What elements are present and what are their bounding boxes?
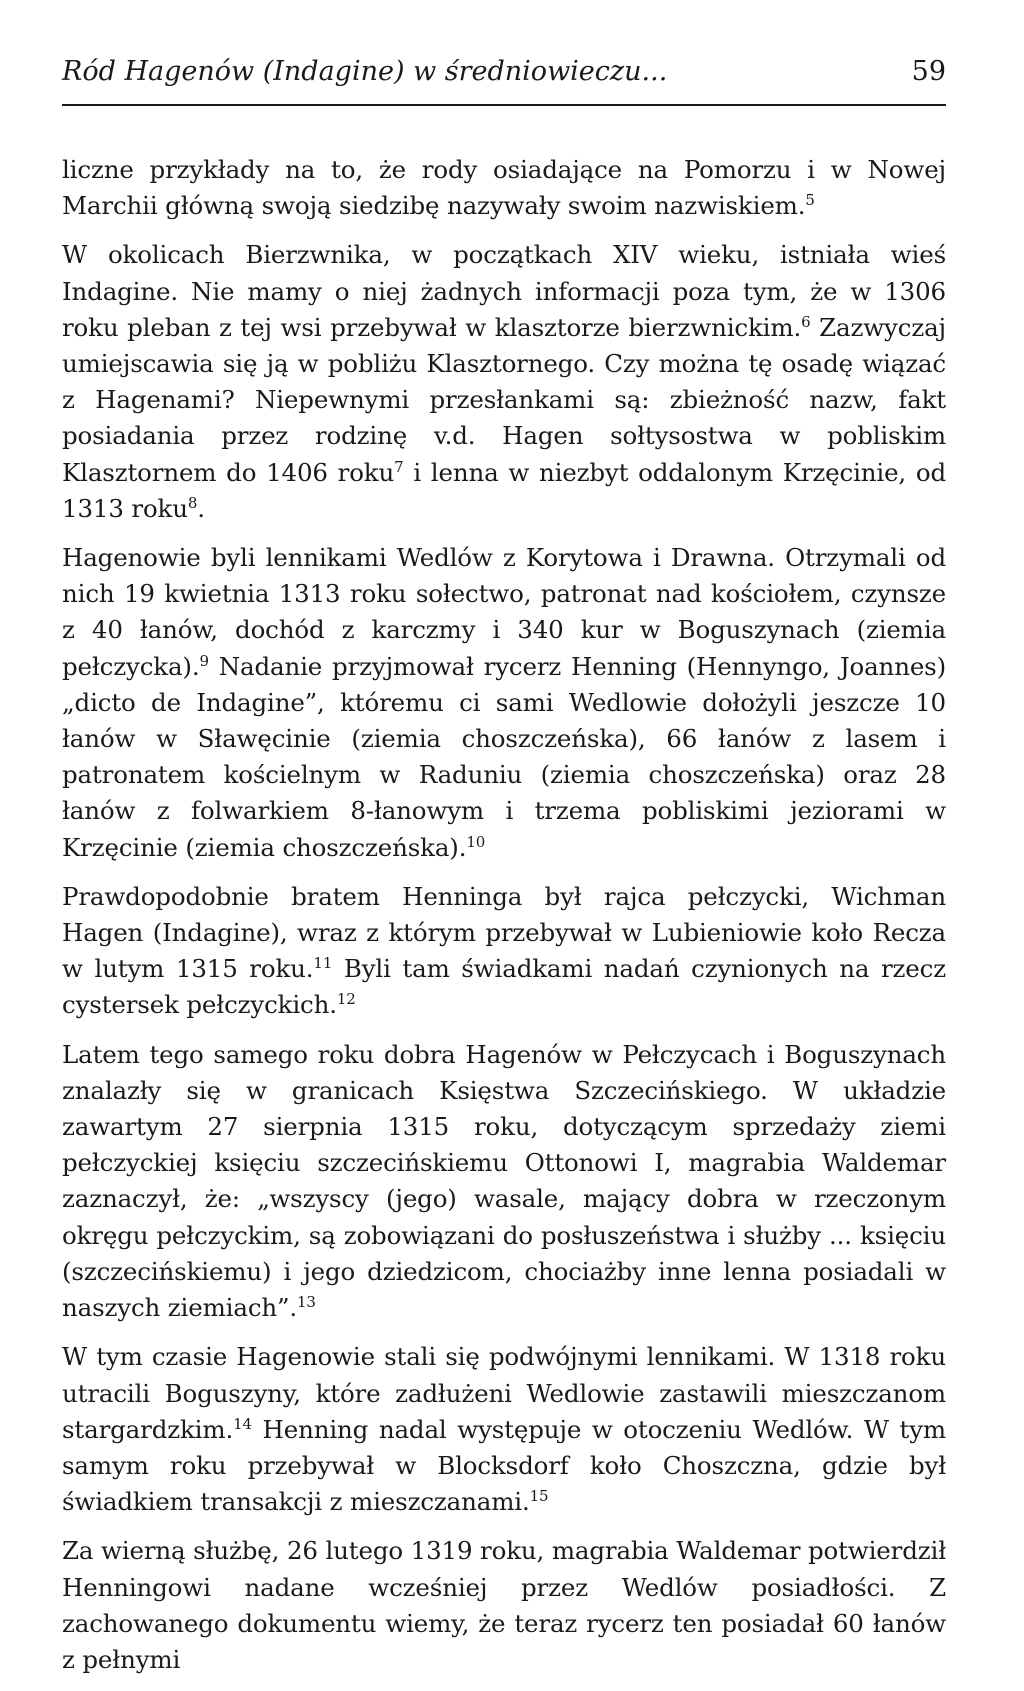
paragraph xyxy=(62,1533,946,1678)
text-segment: Nadanie przyjmował rycerz Henning (Hennyngo, Joannes) „dicto de Indagine”, któremu ci sami Wedlowie dołożyli jeszcze 10 łanów w Sławęcinie (ziemia choszczeńska), 66 łanów z lasem i patronatem kościelnym w Raduniu (ziemia choszczeńska) oraz 28 łanów z folwarkiem 8-łanowym i trzema pobliskimi jeziorami w Krzęcinie (ziemia choszczeńska). xyxy=(62,651,946,862)
paragraph xyxy=(62,879,946,1024)
text-segment: Latem tego samego roku dobra Hagenów w Pełczycach i Boguszynach znalazły się w granicach Księstwa Szczecińskiego. W układzie zawartym 27 sierpnia 1315 roku, dotyczącym sprzedaży ziemi pełczyckiej księciu szczecińskiemu Ottonowi I, magrabia Waldemar zaznaczył, że: „wszyscy (jego) wasale, mający dobra w rzeczonym okręgu pełczyckim, są zobowiązani do posłuszeństwa i służby ... księciu (szczecińskiemu) i jego dziedzicom, chociażby inne lenna posiadali w naszych ziemiach”. xyxy=(62,1039,946,1323)
paragraph xyxy=(62,1339,946,1520)
footnote-ref: 7 xyxy=(394,457,404,476)
text-segment: Hagenowie byli lennikami Wedlów z Korytowa i Drawna. Otrzymali od nich 19 kwietnia 1313 roku sołectwo, patronat nad kościołem, czynsze z 40 łanów, dochód z karczmy i 340 kur w Boguszynach (ziemia pełczycka). xyxy=(62,543,946,681)
page xyxy=(62,56,946,1691)
footnote-ref: 12 xyxy=(336,990,356,1009)
footnote-ref: 15 xyxy=(529,1487,549,1506)
paragraph xyxy=(62,1037,946,1327)
text-segment: W tym czasie Hagenowie stali się podwójnymi lennikami. W 1318 roku utracili Boguszyny, które zadłużeni Wedlowie zastawili mieszczanom stargardzkim. xyxy=(62,1342,946,1444)
text-segment: . xyxy=(197,493,205,523)
text-segment: Henning nadal występuje w otoczeniu Wedlów. W tym samym roku przebywał w Blocksdorf koło Choszczna, gdzie był świadkiem transakcji z mieszczanami. xyxy=(62,1414,946,1517)
footnote-ref: 10 xyxy=(466,832,486,851)
text-segment: Za wierną służbę, 26 lutego 1319 roku, magrabia Waldemar potwierdził Henningowi nadane wcześniej przez Wedlów posiadłości. Z zachowanego dokumentu wiemy, że teraz rycerz ten posiadał 60 łanów z pełnymi xyxy=(62,1536,946,1674)
text-segment: Prawdopodobnie bratem Henninga był rajca pełczycki, Wichman Hagen (Indagine), wraz z którym przebywał w Lubieniowie koło Recza w lutym 1315 roku. xyxy=(62,881,946,984)
running-title: Ród Hagenów (Indagine) w średniowieczu... xyxy=(62,56,668,87)
paragraph xyxy=(62,540,946,866)
footnote-ref: 11 xyxy=(313,954,333,973)
paragraph xyxy=(62,152,946,224)
footnote-ref: 8 xyxy=(187,493,198,512)
text-segment: liczne przykłady na to, że rody osiadające na Pomorzu i w Nowej Marchii główną swoją siedzibę nazywały swoim nazwiskiem. xyxy=(62,155,946,221)
page-number: 59 xyxy=(911,56,946,87)
paragraph xyxy=(62,237,946,527)
running-head xyxy=(62,56,946,106)
footnote-ref: 6 xyxy=(801,312,811,331)
footnote-ref: 5 xyxy=(805,191,815,210)
footnote-ref: 9 xyxy=(199,651,209,670)
footnote-ref: 13 xyxy=(297,1293,316,1312)
text-segment: W okolicach Bierzwnika, w początkach XIV wieku, istniała wieś Indagine. Nie mamy o niej żadnych informacji poza tym, że w 1306 roku pleban z tej wsi przebywał w klasztorze bierzwnickim. xyxy=(62,240,946,342)
text-segment: i lenna w niezbyt oddalonym Krzęcinie, od 1313 roku xyxy=(62,457,946,523)
text-segment: Zazwyczaj umiejscawia się ją w pobliżu Klasztornego. Czy można tę osadę wiązać z Hagenami? Niepewnymi przesłankami są: zbieżność nazw, fakt posiadania przez rodzinę v.d. Hagen sołtysostwa w pobliskim Klasztornem do 1406 roku xyxy=(62,312,946,487)
footnote-ref: 14 xyxy=(233,1414,252,1433)
text-segment: Byli tam świadkami nadań czynionych na rzecz cystersek pełczyckich. xyxy=(62,954,946,1020)
body-text xyxy=(62,152,946,1678)
